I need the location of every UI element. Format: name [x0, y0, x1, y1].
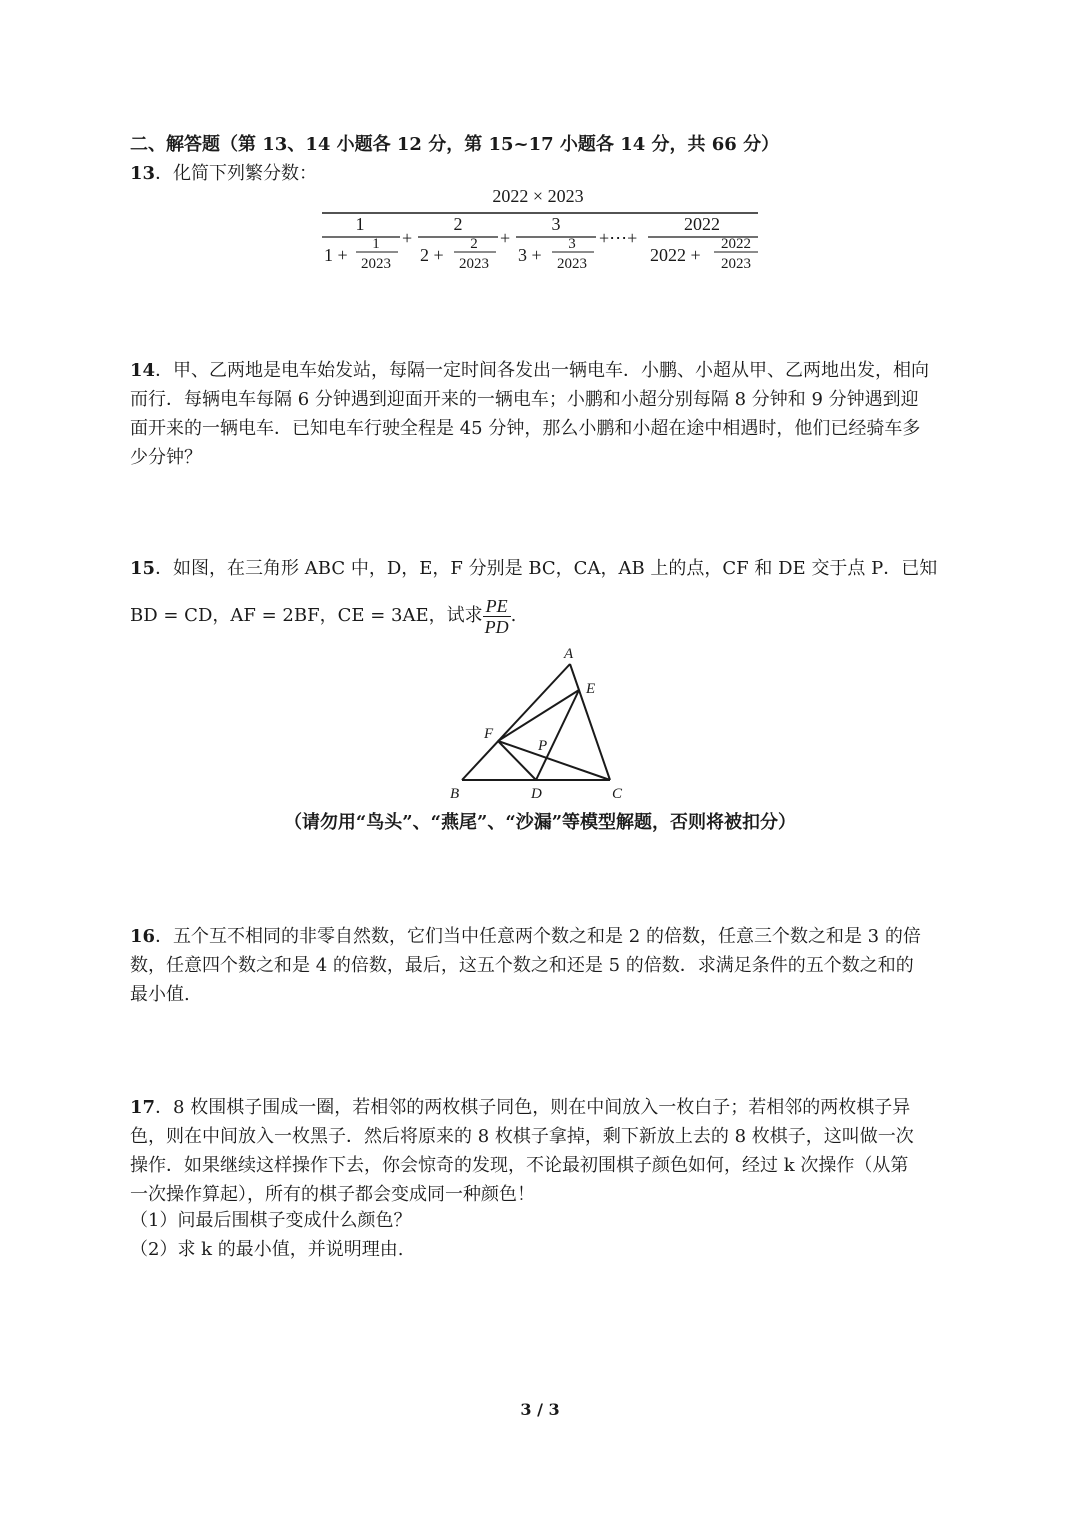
svg-text:3: 3	[568, 236, 576, 252]
label-p: P	[538, 738, 548, 754]
label-e: E	[586, 681, 596, 697]
plus-sign: +	[500, 228, 511, 248]
question-17-line-2: 色，则在中间放入一枚黑子．然后将原来的 8 枚棋子拿掉，剩下新放上去的 8 枚棋子，这叫做一次	[130, 1126, 914, 1147]
question-14-line-2: 而行．每辆电车每隔 6 分钟遇到迎面开来的一辆电车；小鹏和小超分别每隔 8 分钟和 9 分钟遇到迎	[130, 389, 919, 410]
question-16-line-3: 最小值.	[130, 984, 190, 1005]
question-17-sub-1: （1）问最后围棋子变成什么颜色？	[130, 1210, 412, 1231]
question-15-note: （请勿用“鸟头”、“燕尾”、“沙漏”等模型解题，否则将被扣分）	[283, 812, 797, 833]
page-number: 3 / 3	[520, 1400, 560, 1419]
question-13-text: ．化简下列繁分数：	[155, 163, 318, 184]
svg-text:2022: 2022	[721, 236, 751, 252]
svg-text:2: 2	[470, 236, 478, 252]
svg-text:1: 1	[372, 236, 380, 252]
question-17-sub-2: （2）求 k 的最小值，并说明理由.	[130, 1239, 404, 1260]
svg-text:3 +: 3 +	[518, 245, 542, 265]
question-14-line-1: 14．甲、乙两地是电车始发站，每隔一定时间各发出一辆电车．小鹏、小超从甲、乙两地出发，相向	[130, 360, 930, 381]
question-15-number: 15	[130, 558, 156, 579]
ellipsis-plus: +⋯+	[599, 228, 638, 248]
svg-text:2023: 2023	[459, 256, 489, 272]
question-14-number: 14	[130, 360, 156, 381]
question-17-line-3: 操作．如果继续这样操作下去，你会惊奇的发现，不论最初围棋子颜色如何，经过 k 次操作（从第	[130, 1155, 909, 1176]
triangle-diagram	[440, 640, 640, 810]
section-heading: 二、解答题（第 13、14 小题各 12 分，第 15~17 小题各 14 分，共 66 分）	[130, 134, 780, 155]
svg-text:1: 1	[355, 214, 365, 234]
term-2022	[648, 214, 758, 272]
side-ab	[462, 664, 570, 780]
fraction-numerator: 2022 × 2023	[492, 186, 584, 206]
question-13-title	[130, 160, 317, 188]
svg-text:2022: 2022	[684, 214, 720, 234]
label-c: C	[612, 786, 623, 802]
plus-sign: +	[402, 228, 413, 248]
label-f: F	[484, 726, 494, 742]
question-16-line-1: 16．五个互不相同的非零自然数，它们当中任意两个数之和是 2 的倍数，任意三个数之和是 3 的倍	[130, 926, 921, 947]
question-17-number: 17	[130, 1097, 156, 1118]
pe-over-pd-fraction: $\frac{PE}{PD}$	[484, 595, 509, 637]
question-13-number: 13	[130, 163, 156, 184]
label-d: D	[531, 786, 542, 802]
svg-text:2022 +: 2022 +	[650, 245, 701, 265]
label-a: A	[564, 646, 574, 662]
svg-text:2023: 2023	[557, 256, 587, 272]
svg-text:1 +: 1 +	[324, 245, 348, 265]
svg-text:2 +: 2 +	[420, 245, 444, 265]
svg-text:2023: 2023	[361, 256, 391, 272]
question-14-line-3: 面开来的一辆电车．已知电车行驶全程是 45 分钟，那么小鹏和小超在途中相遇时，他们已经骑车多	[130, 418, 921, 439]
complex-fraction	[318, 180, 768, 280]
label-b: B	[450, 786, 460, 802]
svg-text:2023: 2023	[721, 256, 751, 272]
question-15-line-2: BD = CD，AF = 2BF，CE = 3AE，试求 $\frac{PE}{PD}$ .	[130, 595, 517, 637]
term-2	[418, 214, 498, 272]
term-3	[516, 214, 596, 272]
question-17-line-1: 17．8 枚围棋子围成一圈，若相邻的两枚棋子同色，则在中间放入一枚白子；若相邻的两枚棋子异	[130, 1097, 911, 1118]
question-14-line-4: 少分钟？	[130, 447, 202, 468]
svg-text:3: 3	[551, 214, 561, 234]
question-16-number: 16	[130, 926, 156, 947]
segment-cf	[498, 741, 610, 780]
term-1	[322, 214, 400, 272]
question-16-line-2: 数，任意四个数之和是 4 的倍数，最后，这五个数之和还是 5 的倍数．求满足条件的五个数之和的	[130, 955, 914, 976]
question-15-line-1: 15．如图，在三角形 ABC 中，D，E，F 分别是 BC，CA，AB 上的点，CF 和 DE 交于点 P．已知	[130, 558, 938, 579]
svg-text:2: 2	[453, 214, 463, 234]
question-17-line-4: 一次操作算起），所有的棋子都会变成同一种颜色！	[130, 1184, 535, 1205]
